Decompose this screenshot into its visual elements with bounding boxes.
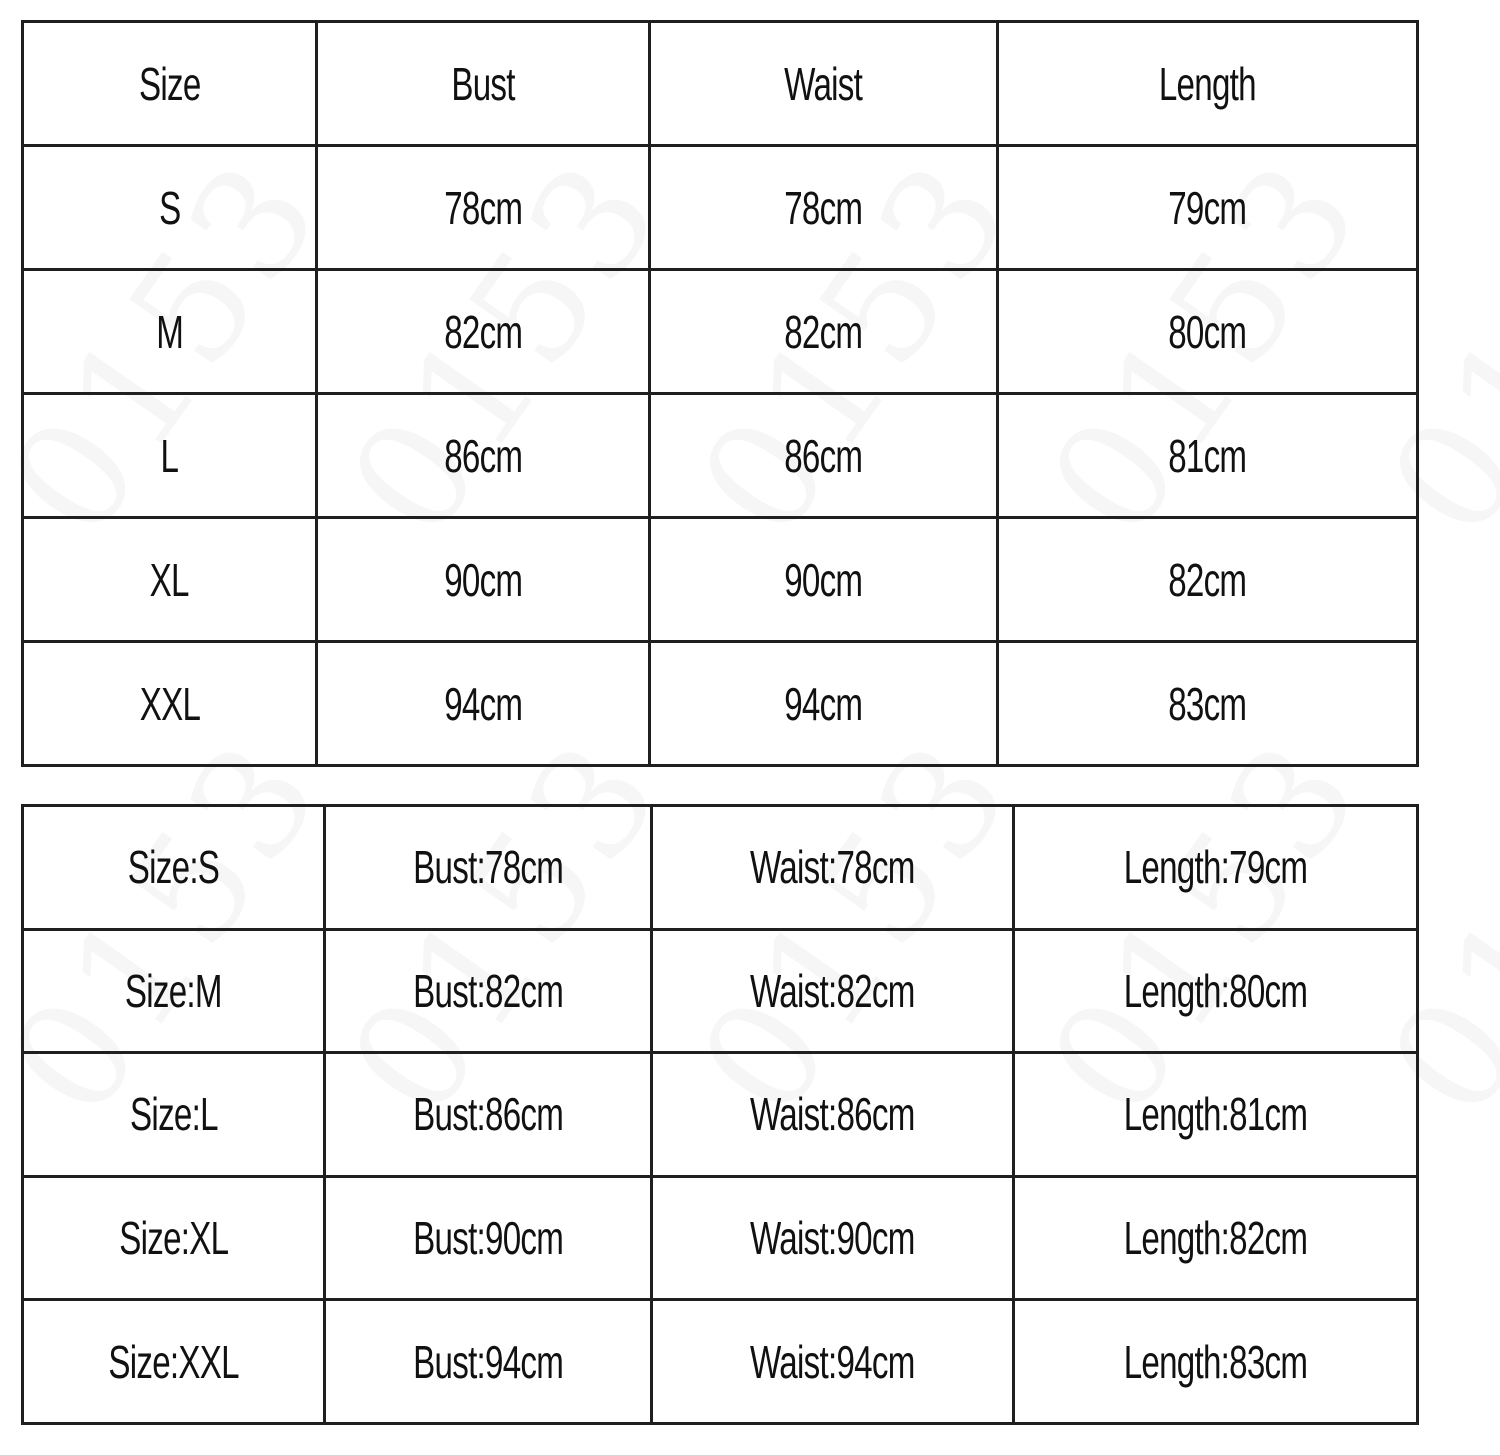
table-cell	[23, 270, 317, 394]
table-cell	[998, 394, 1418, 518]
length-label: Length:81cm	[1123, 1088, 1308, 1141]
table-cell	[317, 146, 650, 270]
header-cell	[23, 22, 317, 146]
length-value: 81cm	[1168, 429, 1247, 482]
table-row	[23, 1053, 1418, 1177]
table-cell	[23, 518, 317, 642]
table-cell	[23, 642, 317, 766]
bust-label: Bust:82cm	[413, 964, 563, 1017]
table-cell	[23, 1300, 325, 1424]
bust-label: Bust:90cm	[413, 1212, 563, 1265]
table-cell	[325, 1300, 652, 1424]
table-cell	[998, 270, 1418, 394]
table-cell	[998, 518, 1418, 642]
table-cell	[317, 394, 650, 518]
waist-label: Waist:90cm	[750, 1212, 915, 1265]
waist-label: Waist:78cm	[750, 841, 915, 894]
bust-value: 86cm	[443, 429, 523, 482]
table-row	[23, 394, 1418, 518]
length-label: Length:79cm	[1123, 841, 1308, 894]
waist-value: 86cm	[784, 429, 863, 482]
table-cell	[650, 270, 998, 394]
bust-label: Bust:94cm	[413, 1335, 563, 1388]
table-cell	[325, 1176, 652, 1300]
table-cell	[1014, 929, 1418, 1053]
table-cell	[650, 642, 998, 766]
table-cell	[650, 394, 998, 518]
size-value: XL	[149, 553, 190, 606]
bust-value: 82cm	[443, 305, 523, 358]
table-cell	[652, 929, 1014, 1053]
bust-value: 90cm	[443, 553, 523, 606]
table-header-row	[23, 22, 1418, 146]
size-label: Size:XXL	[108, 1335, 239, 1388]
length-value: 79cm	[1168, 181, 1247, 234]
table-cell	[652, 1176, 1014, 1300]
waist-value: 90cm	[784, 553, 863, 606]
table-cell	[23, 1176, 325, 1300]
table-cell	[1014, 1176, 1418, 1300]
size-chart-table-bottom	[21, 804, 1419, 1425]
waist-value: 94cm	[784, 677, 863, 730]
header-cell	[317, 22, 650, 146]
table-row	[23, 929, 1418, 1053]
waist-label: Waist:82cm	[750, 964, 915, 1017]
length-label: Length:83cm	[1123, 1335, 1308, 1388]
table-cell	[1014, 806, 1418, 930]
table-cell	[998, 146, 1418, 270]
size-label: Size:L	[129, 1088, 218, 1141]
header-size: Size	[138, 57, 201, 110]
table-cell	[650, 146, 998, 270]
table-cell	[325, 1053, 652, 1177]
waist-label: Waist:94cm	[750, 1335, 915, 1388]
table-cell	[1014, 1053, 1418, 1177]
table-cell	[998, 642, 1418, 766]
table-cell	[317, 518, 650, 642]
length-value: 82cm	[1168, 553, 1247, 606]
table-cell	[23, 929, 325, 1053]
table-row	[23, 1300, 1418, 1424]
table-cell	[325, 806, 652, 930]
size-value: S	[158, 181, 181, 234]
table-cell	[317, 270, 650, 394]
waist-value: 82cm	[784, 305, 863, 358]
table-row	[23, 806, 1418, 930]
length-value: 80cm	[1168, 305, 1247, 358]
bust-value: 94cm	[443, 677, 523, 730]
table-cell	[23, 394, 317, 518]
table-cell	[650, 518, 998, 642]
table-cell	[652, 1053, 1014, 1177]
table-cell	[652, 1300, 1014, 1424]
waist-label: Waist:86cm	[750, 1088, 915, 1141]
bust-value: 78cm	[443, 181, 523, 234]
table-cell	[325, 929, 652, 1053]
bust-label: Bust:86cm	[413, 1088, 563, 1141]
header-cell	[650, 22, 998, 146]
table-row	[23, 146, 1418, 270]
header-cell	[998, 22, 1418, 146]
table-cell	[23, 146, 317, 270]
bust-label: Bust:78cm	[413, 841, 563, 894]
size-label: Size:XL	[118, 1212, 229, 1265]
header-bust: Bust	[451, 57, 515, 110]
size-value: XXL	[139, 677, 200, 730]
header-waist: Waist	[784, 57, 863, 110]
table-cell	[23, 1053, 325, 1177]
length-label: Length:82cm	[1123, 1212, 1308, 1265]
table-cell	[317, 642, 650, 766]
table-row	[23, 642, 1418, 766]
table-cell	[23, 806, 325, 930]
size-value: L	[160, 429, 179, 482]
size-chart-table-top	[21, 20, 1419, 767]
table-row	[23, 518, 1418, 642]
table-row	[23, 1176, 1418, 1300]
size-value: M	[156, 305, 183, 358]
table-row	[23, 270, 1418, 394]
size-label: Size:M	[125, 964, 222, 1017]
waist-value: 78cm	[784, 181, 863, 234]
length-label: Length:80cm	[1123, 964, 1308, 1017]
length-value: 83cm	[1168, 677, 1247, 730]
table-cell	[652, 806, 1014, 930]
size-label: Size:S	[127, 841, 220, 894]
header-length: Length	[1158, 57, 1256, 110]
table-cell	[1014, 1300, 1418, 1424]
